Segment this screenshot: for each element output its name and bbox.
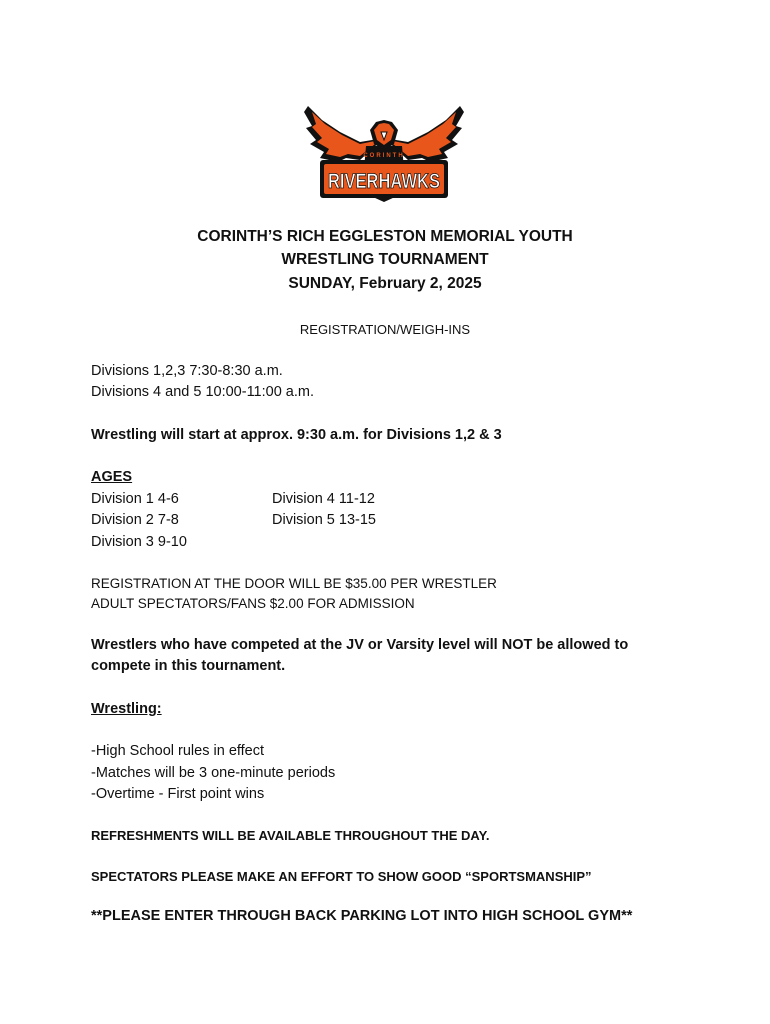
entrance-note: **PLEASE ENTER THROUGH BACK PARKING LOT INTO HIGH SCHOOL GYM** <box>91 908 633 924</box>
title-line-2: WRESTLING TOURNAMENT <box>281 251 489 268</box>
logo-main-text: RIVERHAWKS <box>328 170 440 193</box>
fee-admission: ADULT SPECTATORS/FANS $2.00 FOR ADMISSION <box>91 596 415 611</box>
age-division-2: Division 2 7-8 <box>91 512 179 528</box>
registration-heading: REGISTRATION/WEIGH-INS <box>299 322 471 337</box>
sportsmanship-note: SPECTATORS PLEASE MAKE AN EFFORT TO SHOW GOOD “SPORTSMANSHIP” <box>91 869 592 884</box>
eligibility-line-1: Wrestlers who have competed at the JV or Varsity level will NOT be allowed to <box>91 637 629 653</box>
rule-item: -Matches will be 3 one-minute periods <box>91 765 336 781</box>
eligibility-line-2: compete in this tournament. <box>91 658 286 674</box>
ages-heading: AGES <box>91 469 133 485</box>
start-note: Wrestling will start at approx. 9:30 a.m. for Divisions 1,2 & 3 <box>91 427 502 443</box>
rule-item: -Overtime - First point wins <box>91 786 265 802</box>
title-date: SUNDAY, February 2, 2025 <box>288 275 482 292</box>
age-division-1: Division 1 4-6 <box>91 491 179 507</box>
registration-line-2: Divisions 4 and 5 10:00-11:00 a.m. <box>91 384 315 400</box>
rules-heading: Wrestling: <box>91 701 162 717</box>
registration-line-1: Divisions 1,2,3 7:30-8:30 a.m. <box>91 363 283 379</box>
refreshments-note: REFRESHMENTS WILL BE AVAILABLE THROUGHOUT THE DAY. <box>91 828 490 843</box>
age-division-3: Division 3 9-10 <box>91 534 187 550</box>
age-division-5: Division 5 13-15 <box>272 512 376 528</box>
age-division-4: Division 4 11-12 <box>272 491 375 507</box>
title-line-1: CORINTH’S RICH EGGLESTON MEMORIAL YOUTH <box>197 228 573 245</box>
fee-registration: REGISTRATION AT THE DOOR WILL BE $35.00 PER WRESTLER <box>91 576 497 591</box>
logo-top-text: CORINTH <box>363 153 405 159</box>
rule-item: -High School rules in effect <box>91 743 265 759</box>
riverhawks-logo <box>300 102 468 208</box>
